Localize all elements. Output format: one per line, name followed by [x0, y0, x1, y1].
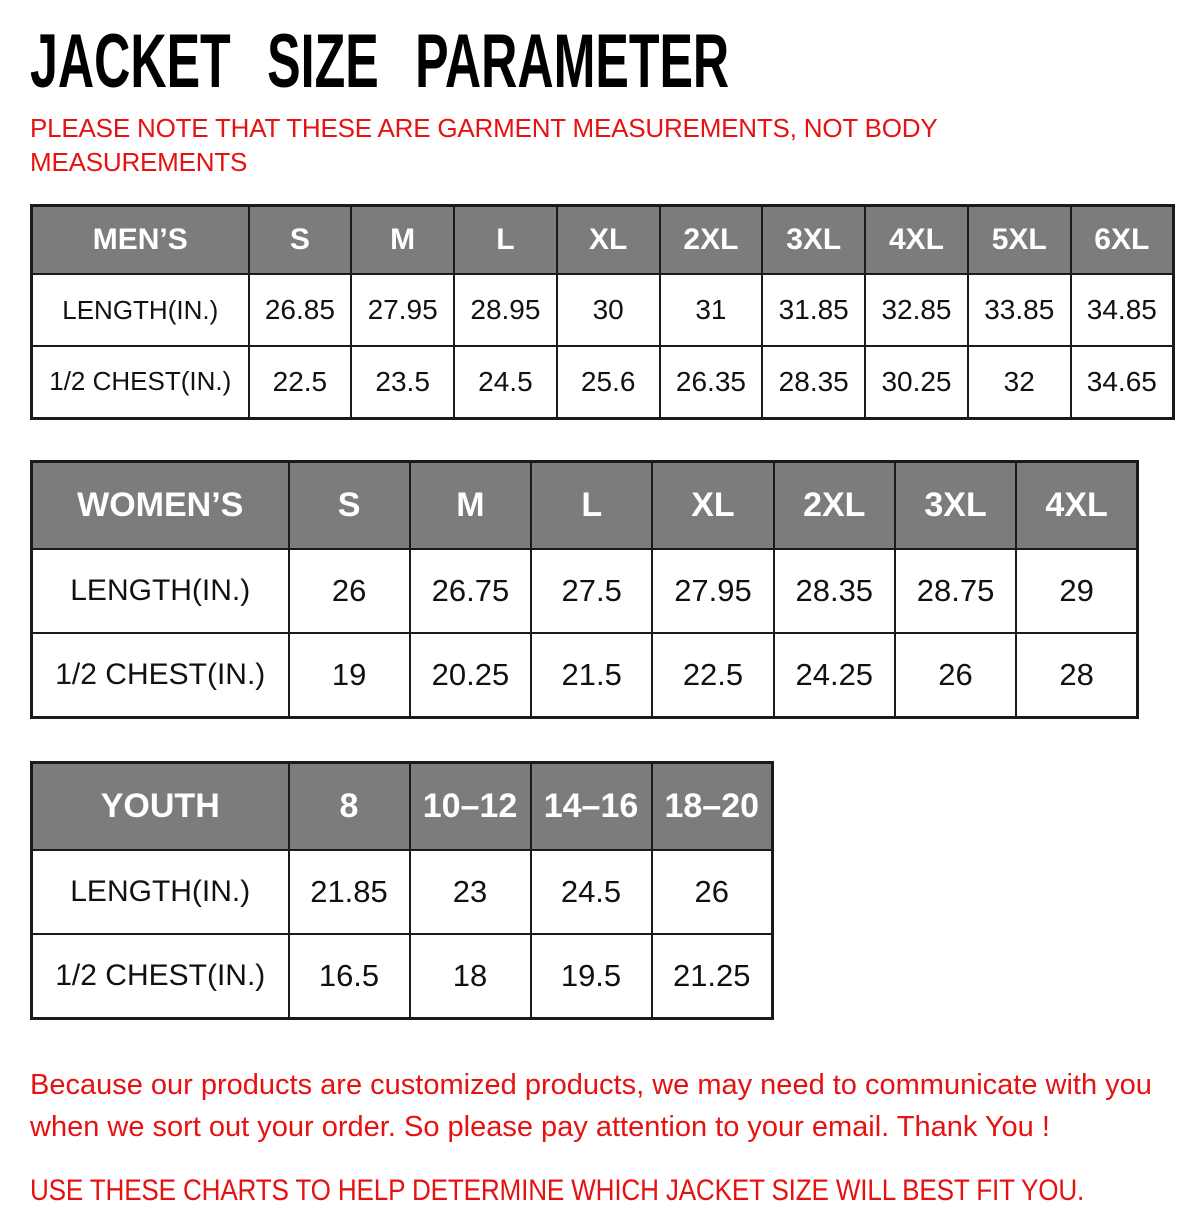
mens-size-header-cell: 3XL — [762, 205, 865, 274]
mens-size-header-cell: XL — [557, 205, 660, 274]
womens-size-header-cell: XL — [652, 461, 773, 549]
mens-value-cell: 31.85 — [762, 274, 865, 346]
mens-row-label-cell: 1/2 CHEST(IN.) — [32, 346, 249, 418]
womens-value-cell: 20.25 — [410, 633, 531, 717]
mens-value-cell: 26.35 — [660, 346, 763, 418]
mens-size-header-cell: 2XL — [660, 205, 763, 274]
womens-size-header-cell: 4XL — [1016, 461, 1137, 549]
mens-value-cell: 34.65 — [1071, 346, 1174, 418]
youth-value-cell: 26 — [652, 850, 773, 934]
youth-size-header-cell: 8 — [289, 762, 410, 850]
mens-value-cell: 30.25 — [865, 346, 968, 418]
womens-value-cell: 24.25 — [774, 633, 895, 717]
youth-data-row — [32, 934, 773, 1018]
mens-value-cell: 34.85 — [1071, 274, 1174, 346]
mens-value-cell: 23.5 — [351, 346, 454, 418]
youth-header-row — [32, 762, 773, 850]
mens-value-cell: 33.85 — [968, 274, 1071, 346]
mens-data-row — [32, 346, 1174, 418]
youth-value-cell: 23 — [410, 850, 531, 934]
youth-row-label-cell: 1/2 CHEST(IN.) — [32, 934, 289, 1018]
womens-data-row — [32, 633, 1138, 717]
womens-value-cell: 26 — [289, 549, 410, 633]
womens-size-header-cell: M — [410, 461, 531, 549]
mens-table-title-cell: MEN’S — [32, 205, 249, 274]
youth-size-header-cell: 14–16 — [531, 762, 652, 850]
mens-value-cell: 32.85 — [865, 274, 968, 346]
youth-value-cell: 16.5 — [289, 934, 410, 1018]
mens-size-table — [30, 204, 1175, 420]
youth-value-cell: 18 — [410, 934, 531, 1018]
fit-advice-text: USE THESE CHARTS TO HELP DETERMINE WHICH JACKET SIZE WILL BEST FIT YOU. — [30, 1173, 1085, 1207]
youth-row-label-cell: LENGTH(IN.) — [32, 850, 289, 934]
womens-size-header-cell: L — [531, 461, 652, 549]
womens-table-title-cell: WOMEN’S — [32, 461, 289, 549]
mens-header-row — [32, 205, 1174, 274]
womens-value-cell: 22.5 — [652, 633, 773, 717]
youth-size-header-cell: 18–20 — [652, 762, 773, 850]
womens-size-table — [30, 460, 1139, 719]
womens-value-cell: 28.35 — [774, 549, 895, 633]
womens-size-header-cell: 2XL — [774, 461, 895, 549]
mens-value-cell: 28.35 — [762, 346, 865, 418]
mens-value-cell: 30 — [557, 274, 660, 346]
mens-data-row — [32, 274, 1174, 346]
youth-size-table — [30, 761, 774, 1020]
mens-size-header-cell: 5XL — [968, 205, 1071, 274]
mens-value-cell: 22.5 — [249, 346, 352, 418]
mens-value-cell: 24.5 — [454, 346, 557, 418]
youth-table-title-cell: YOUTH — [32, 762, 289, 850]
womens-data-row — [32, 549, 1138, 633]
youth-value-cell: 21.85 — [289, 850, 410, 934]
size-tables — [30, 204, 1190, 1020]
womens-value-cell: 26.75 — [410, 549, 531, 633]
womens-value-cell: 19 — [289, 633, 410, 717]
mens-size-header-cell: L — [454, 205, 557, 274]
womens-value-cell: 27.5 — [531, 549, 652, 633]
customization-notice: Because our products are customized products, we may need to communicate with you when we sort out your order. So please pay attention to your email. Thank You ! — [30, 1068, 1152, 1143]
page-title-text: JACKET SIZE PARAMETER — [30, 19, 730, 104]
youth-value-cell: 21.25 — [652, 934, 773, 1018]
womens-value-cell: 26 — [895, 633, 1016, 717]
youth-data-row — [32, 850, 773, 934]
page-title — [30, 19, 1190, 104]
mens-row-label-cell: LENGTH(IN.) — [32, 274, 249, 346]
womens-header-row — [32, 461, 1138, 549]
mens-value-cell: 28.95 — [454, 274, 557, 346]
fit-advice-line — [30, 1174, 1190, 1208]
garment-measurement-note: PLEASE NOTE THAT THESE ARE GARMENT MEASUREMENTS, NOT BODY MEASUREMENTS — [30, 113, 937, 177]
mens-size-header-cell: 4XL — [865, 205, 968, 274]
mens-size-header-cell: M — [351, 205, 454, 274]
womens-value-cell: 28 — [1016, 633, 1137, 717]
mens-size-header-cell: 6XL — [1071, 205, 1174, 274]
youth-value-cell: 24.5 — [531, 850, 652, 934]
mens-value-cell: 31 — [660, 274, 763, 346]
womens-value-cell: 28.75 — [895, 549, 1016, 633]
womens-size-header-cell: 3XL — [895, 461, 1016, 549]
youth-size-header-cell: 10–12 — [410, 762, 531, 850]
womens-value-cell: 29 — [1016, 549, 1137, 633]
womens-row-label-cell: 1/2 CHEST(IN.) — [32, 633, 289, 717]
mens-value-cell: 32 — [968, 346, 1071, 418]
mens-value-cell: 27.95 — [351, 274, 454, 346]
womens-row-label-cell: LENGTH(IN.) — [32, 549, 289, 633]
mens-value-cell: 25.6 — [557, 346, 660, 418]
womens-value-cell: 21.5 — [531, 633, 652, 717]
womens-size-header-cell: S — [289, 461, 410, 549]
womens-value-cell: 27.95 — [652, 549, 773, 633]
mens-size-header-cell: S — [249, 205, 352, 274]
page — [0, 19, 1200, 1208]
mens-value-cell: 26.85 — [249, 274, 352, 346]
youth-value-cell: 19.5 — [531, 934, 652, 1018]
